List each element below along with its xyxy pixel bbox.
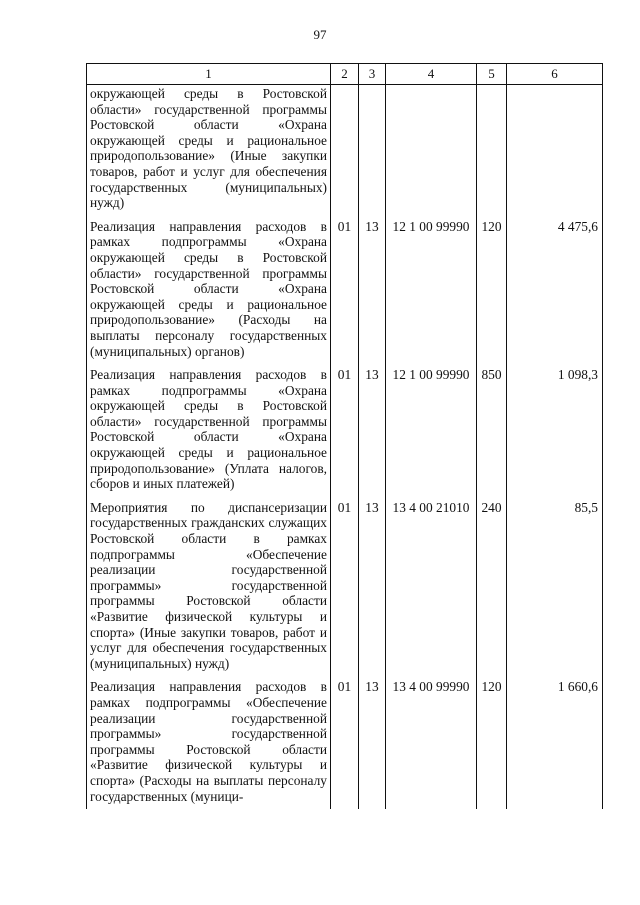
- table-body: [87, 85, 603, 810]
- row-section: [331, 85, 359, 216]
- row-subsection: 13: [359, 497, 386, 677]
- budget-table: [86, 63, 603, 809]
- row-expense-type: 850: [477, 364, 507, 497]
- row-subsection: [359, 85, 386, 216]
- row-description: Реализация направления расходов в рамках подпрограммы «Охрана окружающей среды в Ростовской области» государственной программы Ростовской области «Охрана окружающей среды и рациональное природопользование» (Уплата налогов, сборов и иных платежей): [87, 364, 331, 497]
- table-row: [87, 497, 603, 677]
- row-description: окружающей среды в Ростовской области» государственной программы Ростовской области «Охрана окружающей среды и рациональное природопользование» (Иные закупки товаров, работ и услуг для обеспечения государственных (муниципальных) нужд): [87, 85, 331, 216]
- row-subsection: 13: [359, 676, 386, 809]
- row-description: Реализация направления расходов в рамках подпрограммы «Обеспечение реализации государственной программы» государственной программы Ростовской области «Развитие физической культуры и спорта» (Расходы на выплаты персоналу государственных (муници-: [87, 676, 331, 809]
- page-number: 97: [313, 27, 327, 42]
- row-expense-type: 120: [477, 216, 507, 364]
- header-col-3: 3: [359, 64, 386, 85]
- table-row: [87, 216, 603, 364]
- row-expense-type: 120: [477, 676, 507, 809]
- row-subsection: 13: [359, 216, 386, 364]
- row-target-article: 12 1 00 99990: [386, 216, 477, 364]
- table-row: [87, 364, 603, 497]
- row-description: Мероприятия по диспансеризации государственных гражданских служащих Ростовской области в рамках подпрограммы «Обеспечение реализации государственной программы» государственной программы Ростовской области «Развитие физической культуры и спорта» (Иные закупки товаров, работ и услуг для обеспечения государственных (муниципальных) нужд): [87, 497, 331, 677]
- row-expense-type: [477, 85, 507, 216]
- row-target-article: [386, 85, 477, 216]
- header-col-2: 2: [331, 64, 359, 85]
- header-col-6: 6: [507, 64, 603, 85]
- row-amount: 1 098,3: [507, 364, 603, 497]
- row-target-article: 13 4 00 21010: [386, 497, 477, 677]
- row-amount: 1 660,6: [507, 676, 603, 809]
- row-amount: 85,5: [507, 497, 603, 677]
- header-col-5: 5: [477, 64, 507, 85]
- header-row: [87, 64, 603, 85]
- row-expense-type: 240: [477, 497, 507, 677]
- row-section: 01: [331, 216, 359, 364]
- row-section: 01: [331, 497, 359, 677]
- row-subsection: 13: [359, 364, 386, 497]
- row-amount: 4 475,6: [507, 216, 603, 364]
- row-section: 01: [331, 364, 359, 497]
- table-row: [87, 85, 603, 216]
- row-target-article: 13 4 00 99990: [386, 676, 477, 809]
- row-section: 01: [331, 676, 359, 809]
- row-description: Реализация направления расходов в рамках подпрограммы «Охрана окружающей среды в Ростовской области» государственной программы Ростовской области «Охрана окружающей среды и рациональное природопользование» (Расходы на выплаты персоналу государственных (муниципальных) органов): [87, 216, 331, 364]
- row-target-article: 12 1 00 99990: [386, 364, 477, 497]
- header-col-1: 1: [87, 64, 331, 85]
- table-header: [87, 64, 603, 85]
- row-amount: [507, 85, 603, 216]
- table-row: [87, 676, 603, 809]
- header-col-4: 4: [386, 64, 477, 85]
